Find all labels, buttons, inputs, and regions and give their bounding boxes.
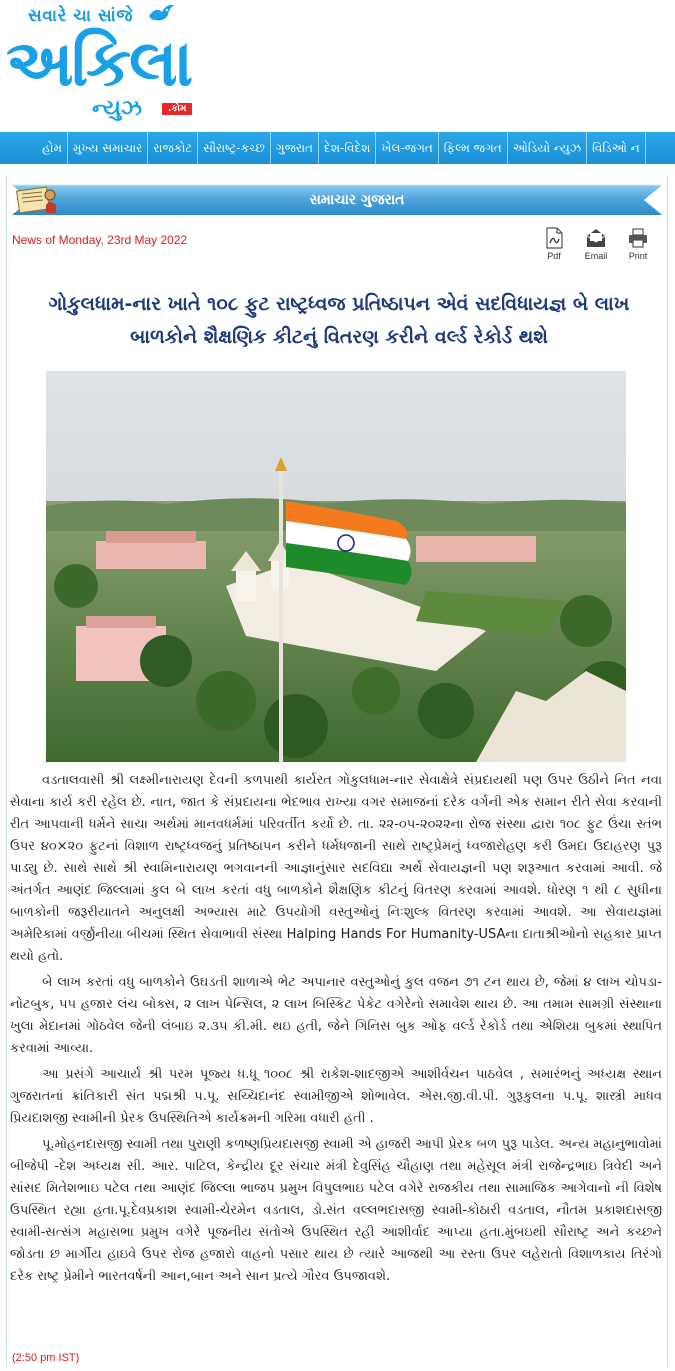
site-logo-badge: .કોમ	[162, 103, 192, 115]
nav-item-audio-news[interactable]: ઓડિયો ન્યુઝ	[508, 132, 588, 164]
bird-logo-icon	[146, 2, 176, 26]
section-ribbon	[12, 183, 662, 217]
nav-item-gujarat[interactable]: ગુજરાત	[271, 132, 319, 164]
print-label: Print	[628, 251, 648, 261]
print-icon	[627, 227, 649, 249]
site-header	[0, 0, 675, 130]
nav-item-saurashtra-kutch[interactable]: સૌરાષ્ટ્ર-કચ્છ	[198, 132, 271, 164]
article-paragraph: વડતાલવાસી શ્રી લક્ષ્મીનારાયણ દેવની કળપાથી કાર્યરત ગોકુલધામ-નાર સેવાક્ષેત્રે સંપ્રદાયથી પણ ઉપર ઉઠીને નિત નવા સેવાના કાર્ય કરી રહેલ છે. નાત, જાત કે સંપ્રદાયના ભેદભાવ રાખ્યા વગર સમાજનાં દરેક વર્ગની એક સમાન રીતે સેવા કરવાની રીત આપવાની ધર્મને સાચા અર્થમાં માનવધર્મમાં પરિવર્તીત કર્યો છે. તા. ૨૨-૦૫-૨૦૨૨ના રોજ સંસ્થા દ્વારા ૧૦૮ ફુટ ઉંચા સ્તંભ ઉપર ૪૦×૨૦ ફુટનાં વિશાળ રાષ્ટ્રધ્વજનું પ્રતિષ્ઠાપન કરીને ધર્મધજાની સાથે રાષ્ટ્રપ્રેમનું ધ્વજારોહણ કરી ઉમદા ઉદાહરણ પુરૂ પાડ્યુ છે. સાથે સાથે શ્રી સ્વામિનારાયણ ભગવાનની આજ્ઞાનુંસાર સદવિદ્યા અર્થે સેવાયજ્ઞની પણ શરૂઆત કરવામાં આવી. જે અંતર્ગત આણંદ જિલ્લામાં કુલ બે લાખ કરતાં વધુ બાળકોને શૈક્ષણિક કીટનું વિતરણ કરવામાં આવશે. ધોરણ ૧ થી ૮ સુધીના બાળકોની જરૂરીયાતને અનુલક્ષી અભ્યાસ માટે ઉપયોગી વસ્તુઓનું નિઃશુલ્ક વિતરણ કરવામાં આવશે. આ સેવાયજ્ઞમાં અમેરિકામાં વર્જીનીયા બીચમાં સ્થિત સેવાભાવી સંસ્થા Halping Hands For Humanity-USAના દાતાશ્રીઓનો સહકાર પ્રાપ્ત થયો હતો.	[10, 773, 662, 964]
nav-item-national-international[interactable]: દેશ-વિદેશ	[319, 132, 376, 164]
print-button[interactable]	[624, 227, 652, 261]
pdf-label: Pdf	[547, 251, 561, 261]
nav-item-rajkot[interactable]: રાજકોટ	[148, 132, 198, 164]
nav-item-home[interactable]: હોમ	[0, 132, 68, 164]
nav-item-sports[interactable]: ખેલ-જગત	[376, 132, 438, 164]
nav-item-main-news[interactable]: મુખ્ય સમાચાર	[68, 132, 148, 164]
article-paragraph: આ પ્રસંગે આચાર્ય શ્રી પરમ પૂજ્ય ધ.ધૂ ૧૦૦૮ શ્રી રાકેશ-શાદજીએ આશીર્વચન પાઠવેલ , સમારંભનું અધ્યક્ષ સ્થાન ગુજરાતનાં ક્રાંતિકારી સંત પદ્મશ્રી પ.પૂ. સચ્ચિદાનંદ સ્વામીજીએ શોભાવેલ. એસ.જી.વી.પી. ગુરૂકુલના પ.પૂ. શાસ્ત્રી માધવ પ્રિયદાશજી સ્વામીની પ્રેરક ઉપસ્થિતિએ કાર્યક્રમની ગરિમા વધારી હતી .	[10, 1067, 662, 1126]
article-paragraph: પૂ.મોહનદાસજી સ્વામી તથા પુરાણી કળષ્ણપ્રિયદાસજી સ્વામી એ હાજરી આપી પ્રેરક બળ પુરૂ પાડેલ. અન્ય મહાનુભાવોમાં બીજેપી -દેશ અધ્યક્ષ સી. આર. પાટિલ, કેન્દ્રીય દૂર સંચાર મંત્રી દેવુસિંહ ચૌહાણ તથા મહેસૂલ મંત્રી રાજેન્દ્રભાઇ ત્રિવેદી અને સાંસદ મિતેશભાઇ પટેલ તથા આણંદ જિલ્લા ભાજપ પ્રમુખ વિપુલભાઇ પટેલ વગેરે રાજકીય તથા સામાજિક આગેવાનો ની વિશેષ ઉપસ્થિત રહ્યા હતા.પૂ.દેવપ્રકાશ સ્વામી-ચેરમેન વડતાલ, ડો.સંત વલ્લભદાસજી સ્વામી-કોઠારી વડતાલ, નૌતમ પ્રકાશદાસજી સ્વામી-સત્સંગ મહાસભા પ્રમુખ વગેરે પૂજનીય સંતોએ ઉપસ્થિત રહી આશીર્વાદ આપ્યા હતા.મુંબઇથી સૌરાષ્ટ્ર અને કચ્છને જોડતા છ માર્ગીય હાઇવે ઉપર રોજ હજારો વાહનો પસાર થાય છે ત્યારે આજથી આ રસ્તા ઉપર લહેરાતો વિશાળકાય તિરંગો દરેક રાષ્ટ્ર પ્રેમીને ભારતવર્ષની આન,બાન અને સાન પ્રત્યે ગૌરવ ઉપજાવશે.	[10, 1137, 662, 1284]
main-nav	[0, 132, 675, 164]
article-body	[10, 770, 662, 1292]
section-title: સમાચાર ગુજરાત	[309, 192, 405, 208]
pdf-button[interactable]	[540, 227, 568, 261]
site-logo-sub: ન્યુઝ	[92, 96, 143, 121]
nav-item-film[interactable]: ફિલ્મ જગત	[439, 132, 508, 164]
nav-item-video[interactable]: વિડિઓ ન	[587, 132, 646, 164]
site-tagline: સવારે ચા સાંજે	[28, 6, 133, 26]
email-label: Email	[584, 251, 608, 261]
article-headline: ગોકુલધામ-નાર ખાતે ૧૦૮ ફુટ રાષ્ટ્રધ્વજ પ્રતિષ્ઠાપન એવં સદવિધાયજ્ઞ બે લાખ બાળકોને શૈક્ષણિક કીટનું વિતરણ કરીને વર્લ્ડ રેકોર્ડ થશે	[48, 293, 630, 348]
article-tools	[540, 227, 652, 261]
article-paragraph: બે લાખ કરતાં વધુ બાળકોને ઉઘડતી શાળાએ ભેટ અપાનાર વસ્તુઓનું કુલ વજન ૭૧ ટન થાય છે, જેમાં ૪ લાખ ચોપડા-નોટબુક, ૫૫ હજાર લંચ બોક્સ, ૨ લાખ પેન્સિલ, ૨ લાખ બિસ્કિટ પેકેટ વગેરેનો સમાવેશ થાય છે. આ તમામ સામગ્રી સંસ્થાના ખુલા મેદાનમાં ગોઠવેલ જેની લંબાઇ ૨.૩૫ કી.મી. થઇ હતી, જેને ગિનિસ બુક ઓફ વર્લ્ડ રેકોર્ડ તથા એશિયા બુકમાં સ્થાપિત કરવામાં આવ્યા.	[10, 975, 662, 1056]
article-time: (2:50 pm IST)	[12, 1352, 80, 1364]
email-icon	[585, 227, 607, 249]
site-logo[interactable]: અકિલા	[6, 27, 192, 101]
pdf-icon	[543, 227, 565, 249]
news-date: News of Monday, 23rd May 2022	[12, 233, 188, 247]
article-photo	[46, 371, 626, 762]
email-button[interactable]	[582, 227, 610, 261]
